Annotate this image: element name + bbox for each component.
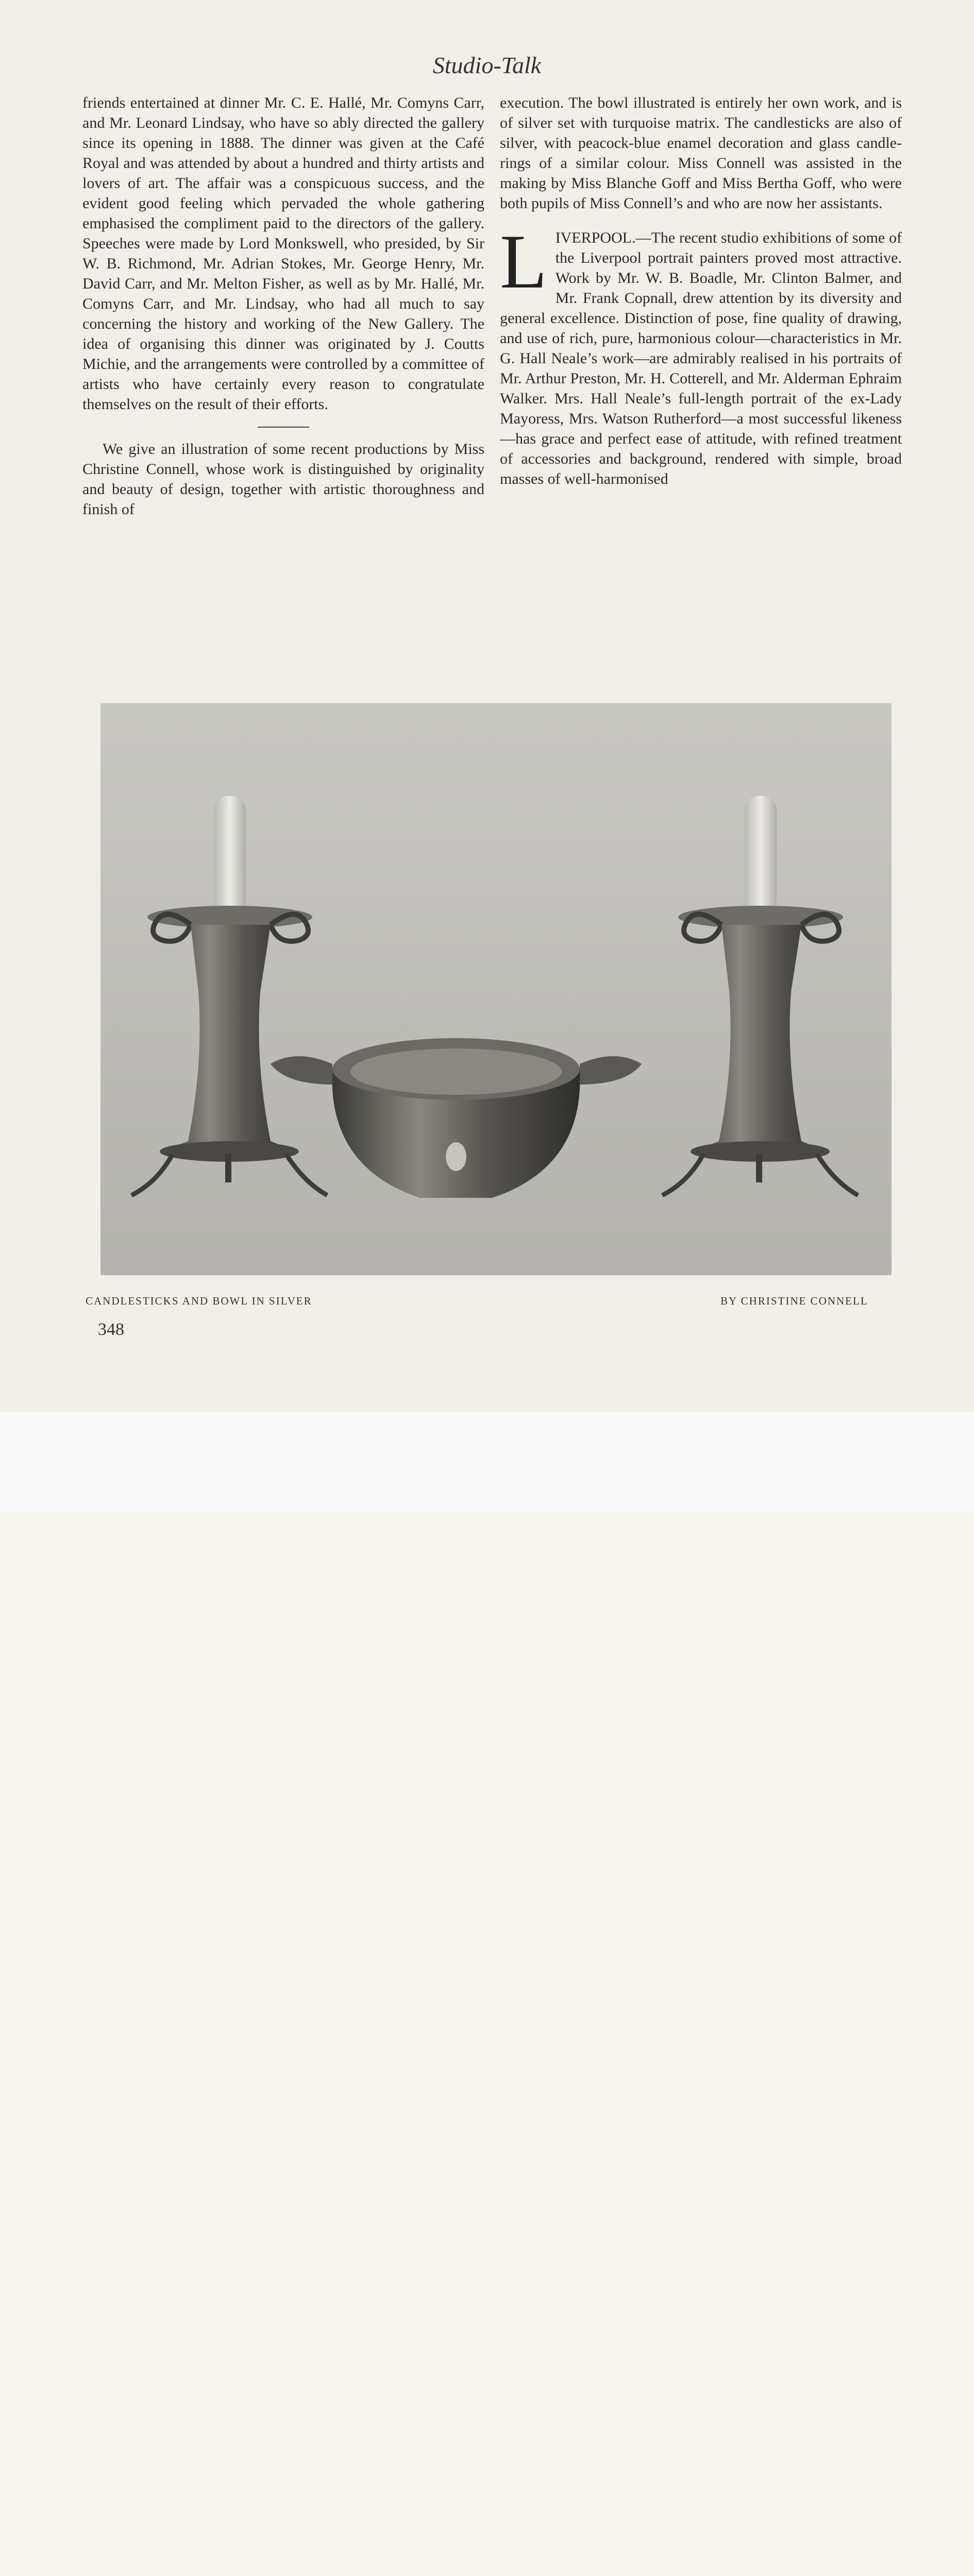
left-column [82, 93, 484, 519]
figure-caption-credit: BY CHRISTINE CONNELL [720, 1295, 868, 1307]
figure-caption-title: CANDLESTICKS AND BOWL IN SILVER [86, 1295, 312, 1307]
drop-cap: L [500, 219, 547, 304]
page-number: 348 [98, 1320, 124, 1339]
left-paragraph-2: We give an illustration of some recent productions by Miss Christine Connell, whose work is distinguished by originality and beauty of design, together with artistic thoroughness and finish of [82, 440, 484, 518]
photo-illustration [100, 703, 892, 1275]
right-paragraph-2 [500, 219, 902, 489]
candlesticks-bowl-photo [100, 703, 892, 1275]
left-paragraph-1: friends entertained at dinner Mr. C. E. Hallé, Mr. Comyns Carr, and Mr. Leonard Lindsay, who have so ably directed the gallery since its opening in 1888. The dinner was given at the Café Royal and was attended by about a hundred and thirty artists and lovers of art. The affair was a conspicuous success, and the evident good feeling which pervaded the whole gathering emphasised the compliment paid to the directors of the gallery. Speeches were made by Lord Monkswell, who presided, by Sir W. B. Richmond, Mr. Adrian Stokes, Mr. George Henry, Mr. David Carr, and Mr. Melton Fisher, as well as by Mr. Hallé, Mr. Comyns Carr, and Mr. Lindsay, who had all much to say concerning the history and working of the New Gallery. The idea of organising this dinner was originated by J. Coutts Michie, and the arrangements were controlled by a committee of artists who have certainly every reason to congratulate themselves on the result of their efforts. [82, 94, 484, 413]
section-divider [258, 427, 309, 428]
right-column [500, 93, 902, 489]
running-title: Studio-Talk [432, 52, 542, 78]
digitization-footer [0, 1412, 974, 1512]
liverpool-text: IVERPOOL.—The recent studio exhibitions of some of the Liverpool portrait painters proved most attractive. Work by Mr. W. B. Boadle, Mr. Clinton Balmer, and Mr. Frank Copnall, drew attention by its diversity and general excellence. Distinction of pose, fine quality of drawing, and use of rich, pure, harmonious colour—characteristics in Mr. G. Hall Neale’s work—are admirably realised in his portraits of Mr. Arthur Preston, Mr. H. Cotterell, and Mr. Alderman Ephraim Walker. Mrs. Hall Neale’s full-length portrait of the ex-Lady Mayoress, Mrs. Watson Rutherford—a most successful likeness—has grace and perfect ease of attitude, with refined treatment of accessories and background, rendered with simple, broad masses of well-harmonised [500, 229, 902, 487]
right-paragraph-1: execution. The bowl illustrated is entirely her own work, and is of silver set with turquoise matrix. The candlesticks are also of silver, with peacock-blue enamel decoration and glass candlerings of a similar colour. Miss Connell was assisted in the making by Miss Blanche Goff and Miss Bertha Goff, who were both pupils of Miss Connell’s and who are now her assistants. [500, 94, 902, 212]
